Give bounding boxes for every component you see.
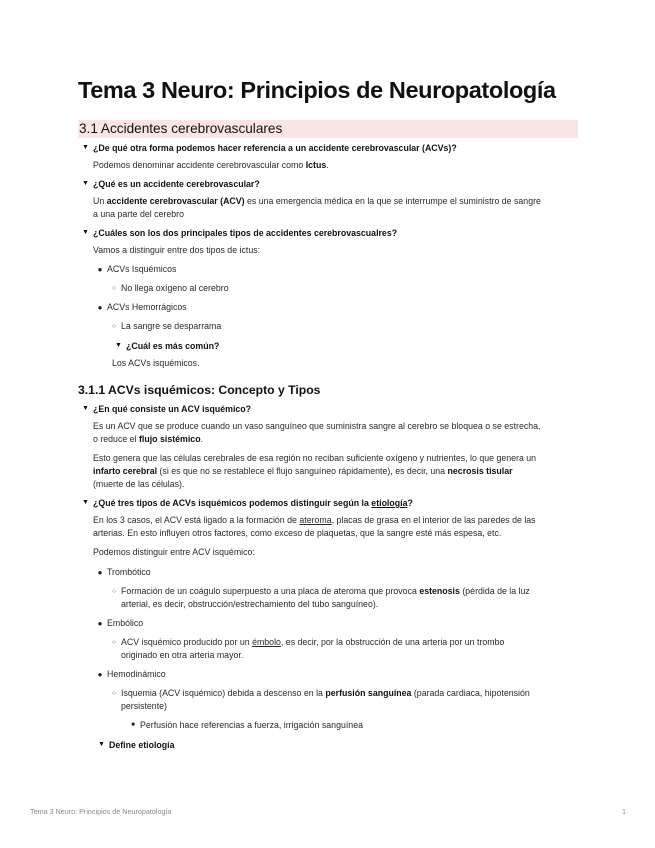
page-content <box>78 74 578 752</box>
disc-bullet-icon: ● <box>97 619 103 628</box>
triangle-down-icon[interactable]: ▼ <box>82 499 89 506</box>
list-item: ● ACVs Isquémicos <box>93 263 578 276</box>
footer-title: Tema 3 Neuro: Principios de Neuropatología <box>30 807 172 816</box>
circle-bullet-icon: ○ <box>112 588 116 595</box>
square-bullet-icon: ■ <box>131 722 135 728</box>
disc-bullet-icon: ● <box>97 265 103 274</box>
triangle-down-icon[interactable]: ▼ <box>82 405 89 412</box>
circle-bullet-icon: ○ <box>112 639 116 646</box>
toggle-header[interactable] <box>82 496 578 510</box>
list-item: ● ACVs Hemorrágicos <box>93 301 578 314</box>
list-item: ● Trombótico <box>93 566 578 579</box>
circle-bullet-icon: ○ <box>112 285 116 292</box>
paragraph: Es un ACV que se produce cuando un vaso sanguíneo que suministra sangre al cerebro se bloquea o se estrecha, o reduce el flujo sistémico. <box>93 421 541 444</box>
toggle-block <box>78 402 578 491</box>
toggle-header[interactable] <box>82 226 578 240</box>
subsection-heading: 3.1.1 ACVs isquémicos: Concepto y Tipos <box>78 383 321 397</box>
disc-bullet-icon: ● <box>97 303 103 312</box>
toggle-block <box>78 141 578 172</box>
toggle-header[interactable] <box>82 177 578 191</box>
toggle-question: ¿Qué tres tipos de ACVs isquémicos podemos distinguir según la etiología? <box>93 498 413 508</box>
page-number: 1 <box>622 807 626 816</box>
paragraph: En los 3 casos, el ACV está ligado a la formación de ateroma, placas de grasa en el interior de las paredes de las arterias. En esto influyen otros factores, como exceso de plaquetas, que la sangre esté más espesa, etc. <box>93 515 536 538</box>
list-item: ■ Perfusión hace referencias a fuerza, irrigación sanguínea <box>126 719 578 732</box>
list-item: ○ La sangre se desparrama <box>107 320 578 333</box>
triangle-down-icon[interactable]: ▼ <box>115 342 122 349</box>
triangle-down-icon[interactable]: ▼ <box>82 144 89 151</box>
toggle-question: ¿Qué es un accidente cerebrovascular? <box>93 179 260 189</box>
toggle-block <box>78 226 578 370</box>
toggle-question: Define etiología <box>109 740 175 750</box>
toggle-header[interactable] <box>82 402 578 416</box>
toggle-answer: Un accidente cerebrovascular (ACV) es una emergencia médica en la que se interrumpe el suministro de sangre a una parte del cerebro <box>93 196 541 219</box>
list-item: ○ ACV isquémico producido por un émbolo, es decir, por la obstrucción de una arteria por un trombo originado en otra arteria mayor. <box>107 636 578 662</box>
disc-bullet-icon: ● <box>97 670 103 679</box>
toggle-answer: Los ACVs isquémicos. <box>112 358 200 368</box>
toggle-header[interactable] <box>115 339 578 353</box>
toggle-answer: Podemos denominar accidente cerebrovascular como Ictus. <box>93 160 329 170</box>
list-item: ○ Isquemia (ACV isquémico) debida a descenso en la perfusión sanguínea (parada cardiaca, hipotensión persistente) <box>107 687 578 713</box>
toggle-question: ¿Cuáles son los dos principales tipos de accidentes cerebrovascualres? <box>93 228 398 238</box>
section-heading: 3.1 Accidentes cerebrovasculares <box>78 120 578 138</box>
toggle-block <box>78 496 578 752</box>
toggle-header[interactable] <box>98 738 578 752</box>
paragraph: Esto genera que las células cerebrales de esa región no reciban suficiente oxígeno y nutrientes, lo que genera un infarto cerebral (si es que no se restablece el flujo sanguíneo rápidamente), es decir, una necrosis tisular (muerte de las células). <box>93 453 537 489</box>
circle-bullet-icon: ○ <box>112 690 116 697</box>
toggle-question: ¿De qué otra forma podemos hacer referencia a un accidente cerebrovascular (ACVs)? <box>93 143 457 153</box>
triangle-down-icon[interactable]: ▼ <box>98 741 105 748</box>
toggle-question: ¿En qué consiste un ACV isquémico? <box>93 404 252 414</box>
list-item: ● Embólico <box>93 617 578 630</box>
page-title: Tema 3 Neuro: Principios de Neuropatología <box>78 77 556 103</box>
triangle-down-icon[interactable]: ▼ <box>82 180 89 187</box>
toggle-question: ¿Cuál es más común? <box>126 341 220 351</box>
paragraph: Podemos distinguir entre ACV isquémico: <box>93 547 255 557</box>
list-item: ○ Formación de un coágulo superpuesto a una placa de ateroma que provoca estenosis (pérdida de la luz arterial, es decir, obstrucción/estrechamiento del tubo sanguíneo). <box>107 585 578 611</box>
disc-bullet-icon: ● <box>97 568 103 577</box>
list-item: ● Hemodinámico <box>93 668 578 681</box>
toggle-header[interactable] <box>82 141 578 155</box>
paragraph: Vamos a distinguir entre dos tipos de ictus: <box>93 245 261 255</box>
list-item: ○ No llega oxígeno al cerebro <box>107 282 578 295</box>
triangle-down-icon[interactable]: ▼ <box>82 229 89 236</box>
toggle-block <box>78 177 578 221</box>
circle-bullet-icon: ○ <box>112 323 116 330</box>
